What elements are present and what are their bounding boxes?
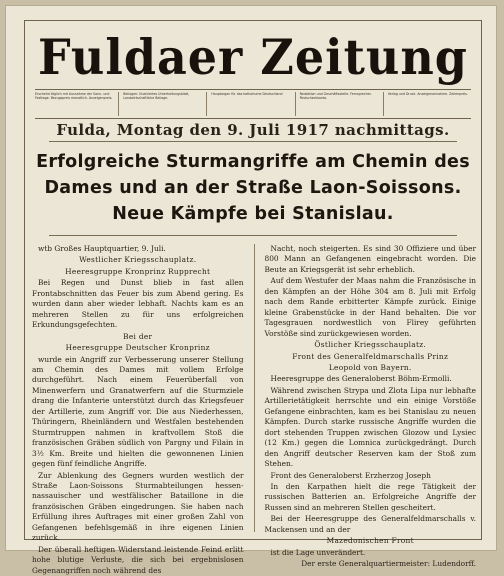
section-heading: Heeresgruppe Deutscher Kronprinz [65,343,210,353]
column-divider [254,244,255,532]
article-paragraph: Der überall heftigen Widerstand leistende Feind erlitt hohe blutige Verluste, die sich bei ergebnislosen Gegenangriffen noch während des [32,544,244,575]
article-paragraph: Heeresgruppe des Generaloberst Böhm-Ermolli. [270,374,452,384]
article-body [32,244,476,575]
article-paragraph: In den Karpathen hielt die rege Tätigkeit der russischen Batterien an. Erfolgreiche Angriffe der Russen sind an mehreren Stellen gescheitert. [264,481,476,512]
signature-line: Der erste Generalquartiermeister: Ludendorff. [301,559,476,569]
info-column: Erscheint täglich mit Ausnahme der Sonn- und Festtage. Bezugspreis monatlich. Anzeigenpreis. [35,92,119,116]
section-heading: Östlicher Kriegsschauplatz. [314,340,427,350]
article-paragraph: Nacht, noch steigerten. Es sind 30 Offiziere und über 800 Mann an Gefangenen eingebracht worden. Die Beute an Kriegsgerät ist sehr erheblich. [264,244,476,274]
info-column: Verlag und Druck. Anzeigenannahme. Zeilenpreis. [387,92,468,96]
headline-line: Erfolgreiche Sturmangriffe am Chemin des [36,152,470,172]
article-paragraph: Bei der Heeresgruppe des Generalfeldmarschalls v. Mackensen und an der [264,514,476,534]
section-heading: Westlicher Kriegsschauplatz. [79,255,197,265]
section-heading: Mazedonischen Front [326,536,414,546]
newspaper-page [6,6,496,575]
article-paragraph: ist die Lage unverändert. [270,547,366,557]
section-heading: Bei der [123,331,153,341]
article-paragraph: Zur Ablenkung des Gegners wurden westlich der Straße Laon-Soissons Sturmabteilungen hessen-nassauischer und westfälischer Bataillone in die französischen Gräben eingedrungen. Sie haben nach Erfüllung ihres Auftrages mit einer großen Zahl von Gefangenen befehlsgemäß in ihre eigenen Linien zurück. [32,470,244,543]
article-paragraph: wtb Großes Hauptquartier, 9. Juli. [38,244,166,253]
article-paragraph: wurde ein Angriff zur Verbesserung unserer Stellung am Chemin des Dames mit vollem Erfolge durchgeführt. Nach einem Feuerüberfall von Minenwerfern und Granatwerfern auf die Sturmziele drang die Infanterie unterstützt durch das Kriegsfeuer der Artillerie, zum Angriff vor. Die aus Niederhessen, Thüringern, Rheinländern und Westfalen bestehenden Sturmtruppen nahmen in kraftvollem Stoß die französischen Gräben südlich von Pargny und Filain in 3½ Km. Breite und hielten die gewonnenen Linien gegen fünf feindliche Angriffe. [32,354,244,469]
divider-rule [49,235,457,236]
masthead-info-strip [35,89,471,119]
section-heading: Front des Generalfeldmarschalls Prinz [292,351,449,361]
headline-line: Dames und an der Straße Laon-Soissons. [44,178,462,198]
article-paragraph: Auf dem Westufer der Maas nahm die Französische in den Kämpfen an der Höhe 304 am 8. Juli mit Erfolg nach dem Rande erbitterter Kämpfe zurück. Einige kleine Grabenstücke in der Hand behalten. Die vor Tagesgrauen nordwestlich von Flirey geführten Vorstöße sind zurückgewiesen worden. [264,276,476,338]
article-paragraph: Während zwischen Strypa und Zlota Lipa nur lebhafte Artillerietätigkeit herrschte und ein einige Vorstöße Gefangene einbrachten, kam es bei Stanislau zu neuen Kämpfen. Durch starke russische Angriffe wurden die dort stehenden Truppen zwischen Glozow und Lysiec (12 Km.) gegen die Lomnica zurückgedrängt. Durch den Angriff deutscher Reserven kam der Stoß zum Stehen. [264,385,476,469]
dateline: Fulda, Montag den 9. Juli 1917 nachmittags. [56,121,450,139]
headline-line: Neue Kämpfe bei Stanislau. [112,204,394,224]
masthead-title: Fuldaer Zeitung [38,28,468,86]
article-paragraph: Bei Regen und Dunst blieb in fast allen Frontabschnitten das Feuer bis zum Abend gering. Es wurden dann aber wieder lebhaft. Nachts kam es an mehreren Stellen zu für uns erfolgreichen Erkundungsgefechten. [32,278,244,330]
section-heading: Leopold von Bayern. [328,362,412,372]
headline [33,149,473,227]
info-column-center: Hauptorgan für das katholische Deutschland [211,92,295,116]
article-column-left [32,244,244,575]
info-column: Redaktion und Geschäftsstelle. Fernsprecher. Postscheckkonto. [300,92,384,116]
article-paragraph: Front des Generaloberst Erzherzog Joseph [270,470,431,480]
section-heading: Heeresgruppe Kronprinz Rupprecht [65,266,211,276]
divider-rule [49,141,457,142]
article-column-right [264,244,477,569]
info-column: Beilagen: Illustriertes Unterhaltungsblatt, Landwirtschaftliche Beilage. [123,92,207,116]
